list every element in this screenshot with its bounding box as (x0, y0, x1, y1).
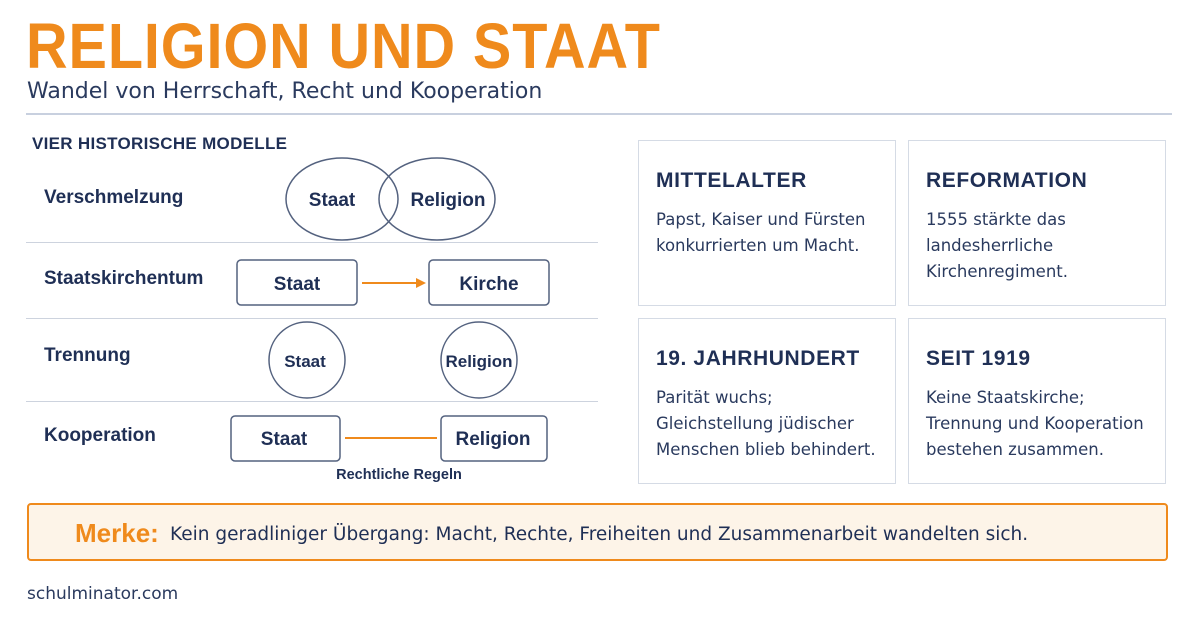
rechtliche-regeln-label: Rechtliche Regeln (336, 467, 462, 483)
card-mittelalter (638, 140, 896, 306)
card-text: Parität wuchs; Gleichstellung jüdischer Menschen blieb behindert. (656, 388, 876, 459)
kooperation-religion-label: Religion (455, 429, 531, 450)
models-section-title: VIER HISTORISCHE MODELLE (32, 134, 288, 153)
kooperation-staat-label: Staat (260, 429, 308, 450)
card-text: Papst, Kaiser und Fürsten konkurrierten um Macht. (656, 210, 866, 255)
card-text: 1555 stärkte das landesherrliche Kirchenregiment. (926, 210, 1068, 281)
verschmelzung-religion-label: Religion (410, 190, 486, 211)
merke-box (27, 503, 1168, 561)
models-diagram (0, 0, 620, 500)
model-label-verschmelzung: Verschmelzung (44, 187, 184, 208)
card-title: MITTELALTER (656, 169, 807, 192)
merke-text: Kein geradliniger Übergang: Macht, Rechte, Freiheiten und Zusammenarbeit wandelten sich. (170, 524, 1029, 545)
staatskirchentum-staat-label: Staat (273, 274, 321, 295)
card-title: REFORMATION (926, 169, 1088, 192)
card-seit-1919 (908, 318, 1166, 484)
verschmelzung-staat-label: Staat (308, 190, 356, 211)
footer-source: schulminator.com (27, 584, 179, 604)
merke-label: Merke: (75, 518, 159, 548)
model-label-staatskirchentum: Staatskirchentum (44, 268, 204, 289)
page-title: RELIGION UND STAAT (26, 10, 661, 82)
staatskirchentum-kirche-label: Kirche (459, 274, 519, 295)
card-text: Keine Staatskirche; Trennung und Kooperation bestehen zusammen. (926, 388, 1144, 459)
model-label-trennung: Trennung (44, 345, 131, 366)
trennung-staat-label: Staat (284, 352, 326, 371)
card-title: SEIT 1919 (926, 347, 1031, 370)
page-subtitle: Wandel von Herrschaft, Recht und Kooperation (27, 79, 543, 104)
card-19-jahrhundert (638, 318, 896, 484)
card-reformation (908, 140, 1166, 306)
model-label-kooperation: Kooperation (44, 425, 156, 446)
card-title: 19. JAHRHUNDERT (656, 347, 860, 370)
trennung-religion-label: Religion (445, 352, 513, 371)
